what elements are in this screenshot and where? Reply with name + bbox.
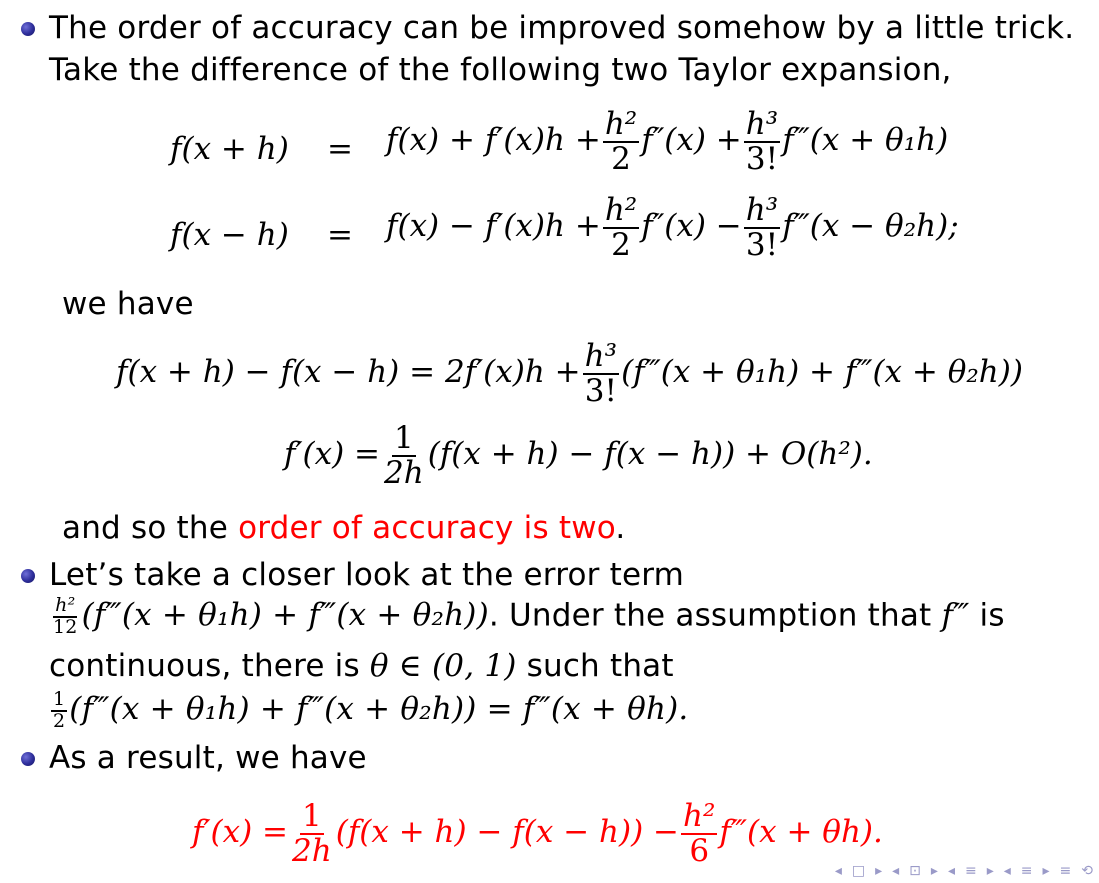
order-of-accuracy-highlight: order of accuracy is two [238, 510, 616, 546]
eq2-rhs [386, 194, 959, 261]
final-eq-frac1 [290, 800, 334, 867]
eq3-frac-den: 3! [584, 372, 617, 409]
eq4-frac-num: 1 [394, 420, 414, 456]
eq4-frac [382, 422, 426, 489]
nav-section-icon[interactable]: ≡ [964, 863, 977, 879]
eq1-frac1-num: h² [604, 106, 638, 142]
bullet-2 [21, 569, 35, 583]
bullet3-line1: As a result, we have [49, 740, 367, 776]
and-so-text: and so the [62, 510, 239, 546]
eq1-equals: = [327, 131, 353, 167]
and-so-line [62, 510, 625, 546]
nav-next-frame-icon[interactable]: ▸ [875, 863, 883, 879]
final-eq-frac2-num: h² [683, 798, 716, 834]
eq4 [284, 422, 873, 489]
nav-subsection-icon[interactable]: ⊡ [909, 863, 921, 879]
eq4-a: f′(x) = [284, 436, 381, 473]
and-so-period: . [615, 510, 626, 546]
bullet2-line4-math [49, 688, 689, 732]
bullet2-line3-math: θ ∈ (0, 1) [369, 648, 517, 684]
final-eq-frac2 [681, 800, 717, 867]
eq2-frac2-num: h³ [745, 192, 779, 228]
eq1-frac1-den: 2 [611, 140, 631, 177]
final-eq-frac2-den: 6 [689, 832, 710, 869]
bullet2-frac-den: 12 [53, 615, 78, 638]
eq2-frac1-num: h² [604, 192, 638, 228]
eq1-lhs: f(x + h) [170, 131, 289, 167]
nav-next-subsection-icon[interactable]: ▸ [930, 863, 938, 879]
bullet2-line2-math [49, 594, 489, 638]
nav-next-section-icon[interactable]: ▸ [986, 863, 994, 879]
beamer-navigation [835, 863, 1093, 879]
eq4-frac-den: 2h [384, 454, 424, 491]
bullet2-line2-text: . Under the assumption that [488, 597, 942, 634]
eq1-frac2-num: h³ [745, 106, 779, 142]
bullet2-line1: Let’s take a closer look at the error term [49, 557, 685, 593]
eq2-frac2 [744, 194, 780, 261]
eq3 [116, 340, 1023, 407]
bullet2-line2-expr: (f‴(x + θ₁h) + f‴(x + θ₂h)) [81, 597, 489, 634]
final-eq-frac1-den: 2h [292, 832, 332, 869]
bullet2-line3 [49, 648, 674, 684]
final-equation [192, 800, 883, 867]
nav-next-doc-icon[interactable]: ▸ [1042, 863, 1050, 879]
eq3-frac-num: h³ [584, 338, 618, 374]
eq3-frac [583, 340, 619, 407]
nav-prev-subsection-icon[interactable]: ◂ [892, 863, 900, 879]
we-have-text: we have [62, 286, 194, 322]
bullet2-line4-frac [51, 690, 67, 732]
eq2-rhs-a: f(x) − f′(x)h + [386, 208, 601, 245]
bullet2-line4-expr: (f‴(x + θ₁h) + f‴(x + θ₂h)) = f‴(x + θh). [69, 691, 689, 728]
eq2-rhs-c: f‴(x − θ₂h); [782, 208, 959, 245]
bullet2-line3-text2: such that [516, 648, 674, 684]
final-eq-b: (f(x + h) − f(x − h)) − [335, 814, 680, 851]
bullet2-line4-frac-den: 2 [53, 709, 66, 732]
nav-prev-section-icon[interactable]: ◂ [947, 863, 955, 879]
bullet2-fppp: f‴ [941, 597, 970, 634]
final-eq-frac1-num: 1 [302, 798, 322, 834]
nav-doc-icon[interactable]: ≡ [1020, 863, 1033, 879]
bullet2-line2 [49, 596, 1005, 638]
final-eq-a: f′(x) = [192, 814, 289, 851]
bullet-1 [21, 22, 35, 36]
eq1-rhs-b: f″(x) + [641, 122, 742, 159]
bullet1-line2: Take the difference of the following two Taylor expansion, [49, 52, 952, 88]
bullet2-line4 [49, 690, 689, 732]
bullet2-line3-text: continuous, there is [49, 648, 370, 684]
eq2-equals: = [327, 217, 353, 253]
eq2-frac2-den: 3! [745, 226, 779, 263]
bullet-3 [21, 752, 35, 766]
eq1-frac2 [744, 108, 780, 175]
eq1-rhs [386, 108, 948, 175]
nav-prev-doc-icon[interactable]: ◂ [1003, 863, 1011, 879]
nav-prev-frame-icon[interactable]: ◂ [834, 863, 842, 879]
eq1-rhs-c: f‴(x + θ₁h) [782, 122, 949, 159]
bullet2-line4-frac-num: 1 [53, 688, 66, 710]
final-eq-c: f‴(x + θh). [719, 814, 883, 851]
nav-search-icon[interactable]: ⟲ [1081, 863, 1093, 879]
eq2-lhs: f(x − h) [170, 217, 289, 253]
eq1-rhs-a: f(x) + f′(x)h + [386, 122, 601, 159]
eq2-frac1-den: 2 [611, 226, 631, 263]
eq3-a: f(x + h) − f(x − h) = 2f′(x)h + [116, 354, 581, 391]
bullet2-frac [51, 596, 80, 638]
nav-frame-icon[interactable]: □ [851, 863, 866, 879]
bullet2-line2-is: is [969, 597, 1005, 634]
eq2-rhs-b: f″(x) − [641, 208, 742, 245]
nav-align-icon[interactable]: ≡ [1059, 863, 1072, 879]
bullet1-line1: The order of accuracy can be improved somehow by a little trick. [49, 10, 1075, 46]
eq2-frac1 [603, 194, 639, 261]
eq1-frac2-den: 3! [745, 140, 779, 177]
eq1-frac1 [603, 108, 639, 175]
eq3-b: (f‴(x + θ₁h) + f‴(x + θ₂h)) [621, 354, 1023, 391]
eq4-b: (f(x + h) − f(x − h)) + O(h²). [427, 436, 873, 473]
bullet2-frac-num: h² [55, 594, 76, 616]
